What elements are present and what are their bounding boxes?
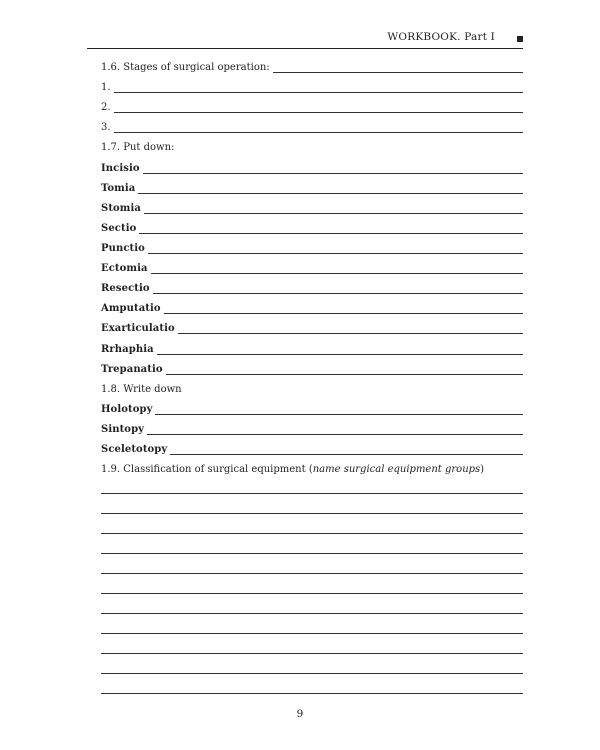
answer-line[interactable] (155, 413, 523, 415)
answer-line[interactable] (101, 513, 523, 514)
answer-line[interactable] (148, 252, 523, 254)
term-row (101, 363, 523, 376)
section-1-9-title (101, 464, 484, 476)
term-row (101, 182, 523, 195)
term-label: Tomia (101, 183, 136, 194)
section-1-6-heading (101, 61, 523, 74)
answer-line[interactable] (170, 453, 523, 455)
section-1-7-heading (101, 141, 523, 154)
answer-line[interactable] (101, 573, 523, 574)
answer-line[interactable] (101, 553, 523, 554)
answer-line[interactable] (101, 693, 523, 694)
section-1-7-title: 1.7. Put down: (101, 142, 175, 153)
stage-number: 3. (101, 122, 111, 133)
stage-row (101, 121, 523, 134)
stage-number: 1. (101, 82, 111, 93)
term-row (101, 222, 523, 235)
answer-line[interactable] (147, 433, 523, 435)
section-1-9-title-suffix: ) (480, 464, 485, 475)
header-title: WORKBOOK. Part I (387, 31, 495, 43)
answer-line[interactable] (143, 172, 523, 174)
answer-line[interactable] (178, 332, 523, 334)
answer-line[interactable] (138, 192, 523, 194)
section-1-6-title: 1.6. Stages of surgical operation: (101, 62, 270, 73)
section-1-8-title: 1.8. Write down (101, 384, 182, 395)
term-label: Sintopy (101, 424, 145, 435)
term-label: Exarticulatio (101, 323, 175, 334)
answer-line[interactable] (114, 91, 523, 93)
term-row (101, 443, 523, 456)
page-number: 9 (296, 708, 304, 720)
answer-line[interactable] (101, 673, 523, 674)
term-label: Punctio (101, 243, 145, 254)
answer-line[interactable] (101, 633, 523, 634)
term-label: Amputatio (101, 303, 161, 314)
term-row (101, 343, 523, 356)
term-row (101, 242, 523, 255)
answer-line[interactable] (114, 111, 523, 113)
answer-line[interactable] (101, 533, 523, 534)
term-label: Sceletotopy (101, 444, 168, 455)
term-row (101, 282, 523, 295)
stage-row (101, 81, 523, 94)
term-row (101, 202, 523, 215)
stage-number: 2. (101, 102, 111, 113)
answer-line[interactable] (166, 373, 523, 375)
term-row (101, 403, 523, 416)
term-row (101, 162, 523, 175)
answer-line[interactable] (164, 312, 523, 314)
term-label: Sectio (101, 223, 137, 234)
section-1-8-heading (101, 383, 523, 396)
running-header (87, 30, 523, 49)
term-label: Resectio (101, 283, 150, 294)
section-1-9-heading (101, 463, 523, 476)
term-label: Ectomia (101, 263, 148, 274)
term-row (101, 423, 523, 436)
stage-row (101, 101, 523, 114)
answer-line[interactable] (139, 232, 523, 234)
header-square-marker (517, 36, 523, 42)
term-label: Holotopy (101, 404, 153, 415)
answer-line[interactable] (157, 353, 523, 355)
term-row (101, 322, 523, 335)
term-label: Rrhaphia (101, 344, 154, 355)
answer-line[interactable] (144, 212, 523, 214)
term-label: Incisio (101, 163, 140, 174)
section-1-9-title-prefix: 1.9. Classification of surgical equipment ( (101, 464, 313, 475)
answer-line[interactable] (101, 593, 523, 594)
answer-line[interactable] (151, 272, 523, 274)
answer-line[interactable] (101, 653, 523, 654)
answer-line[interactable] (153, 292, 523, 294)
answer-line[interactable] (101, 613, 523, 614)
term-row (101, 262, 523, 275)
term-row (101, 302, 523, 315)
answer-line[interactable] (101, 493, 523, 494)
term-label: Stomia (101, 203, 141, 214)
answer-line[interactable] (273, 71, 523, 73)
answer-line[interactable] (114, 131, 523, 133)
term-label: Trepanatio (101, 364, 163, 375)
section-1-9-title-italic: name surgical equipment groups (312, 464, 481, 475)
